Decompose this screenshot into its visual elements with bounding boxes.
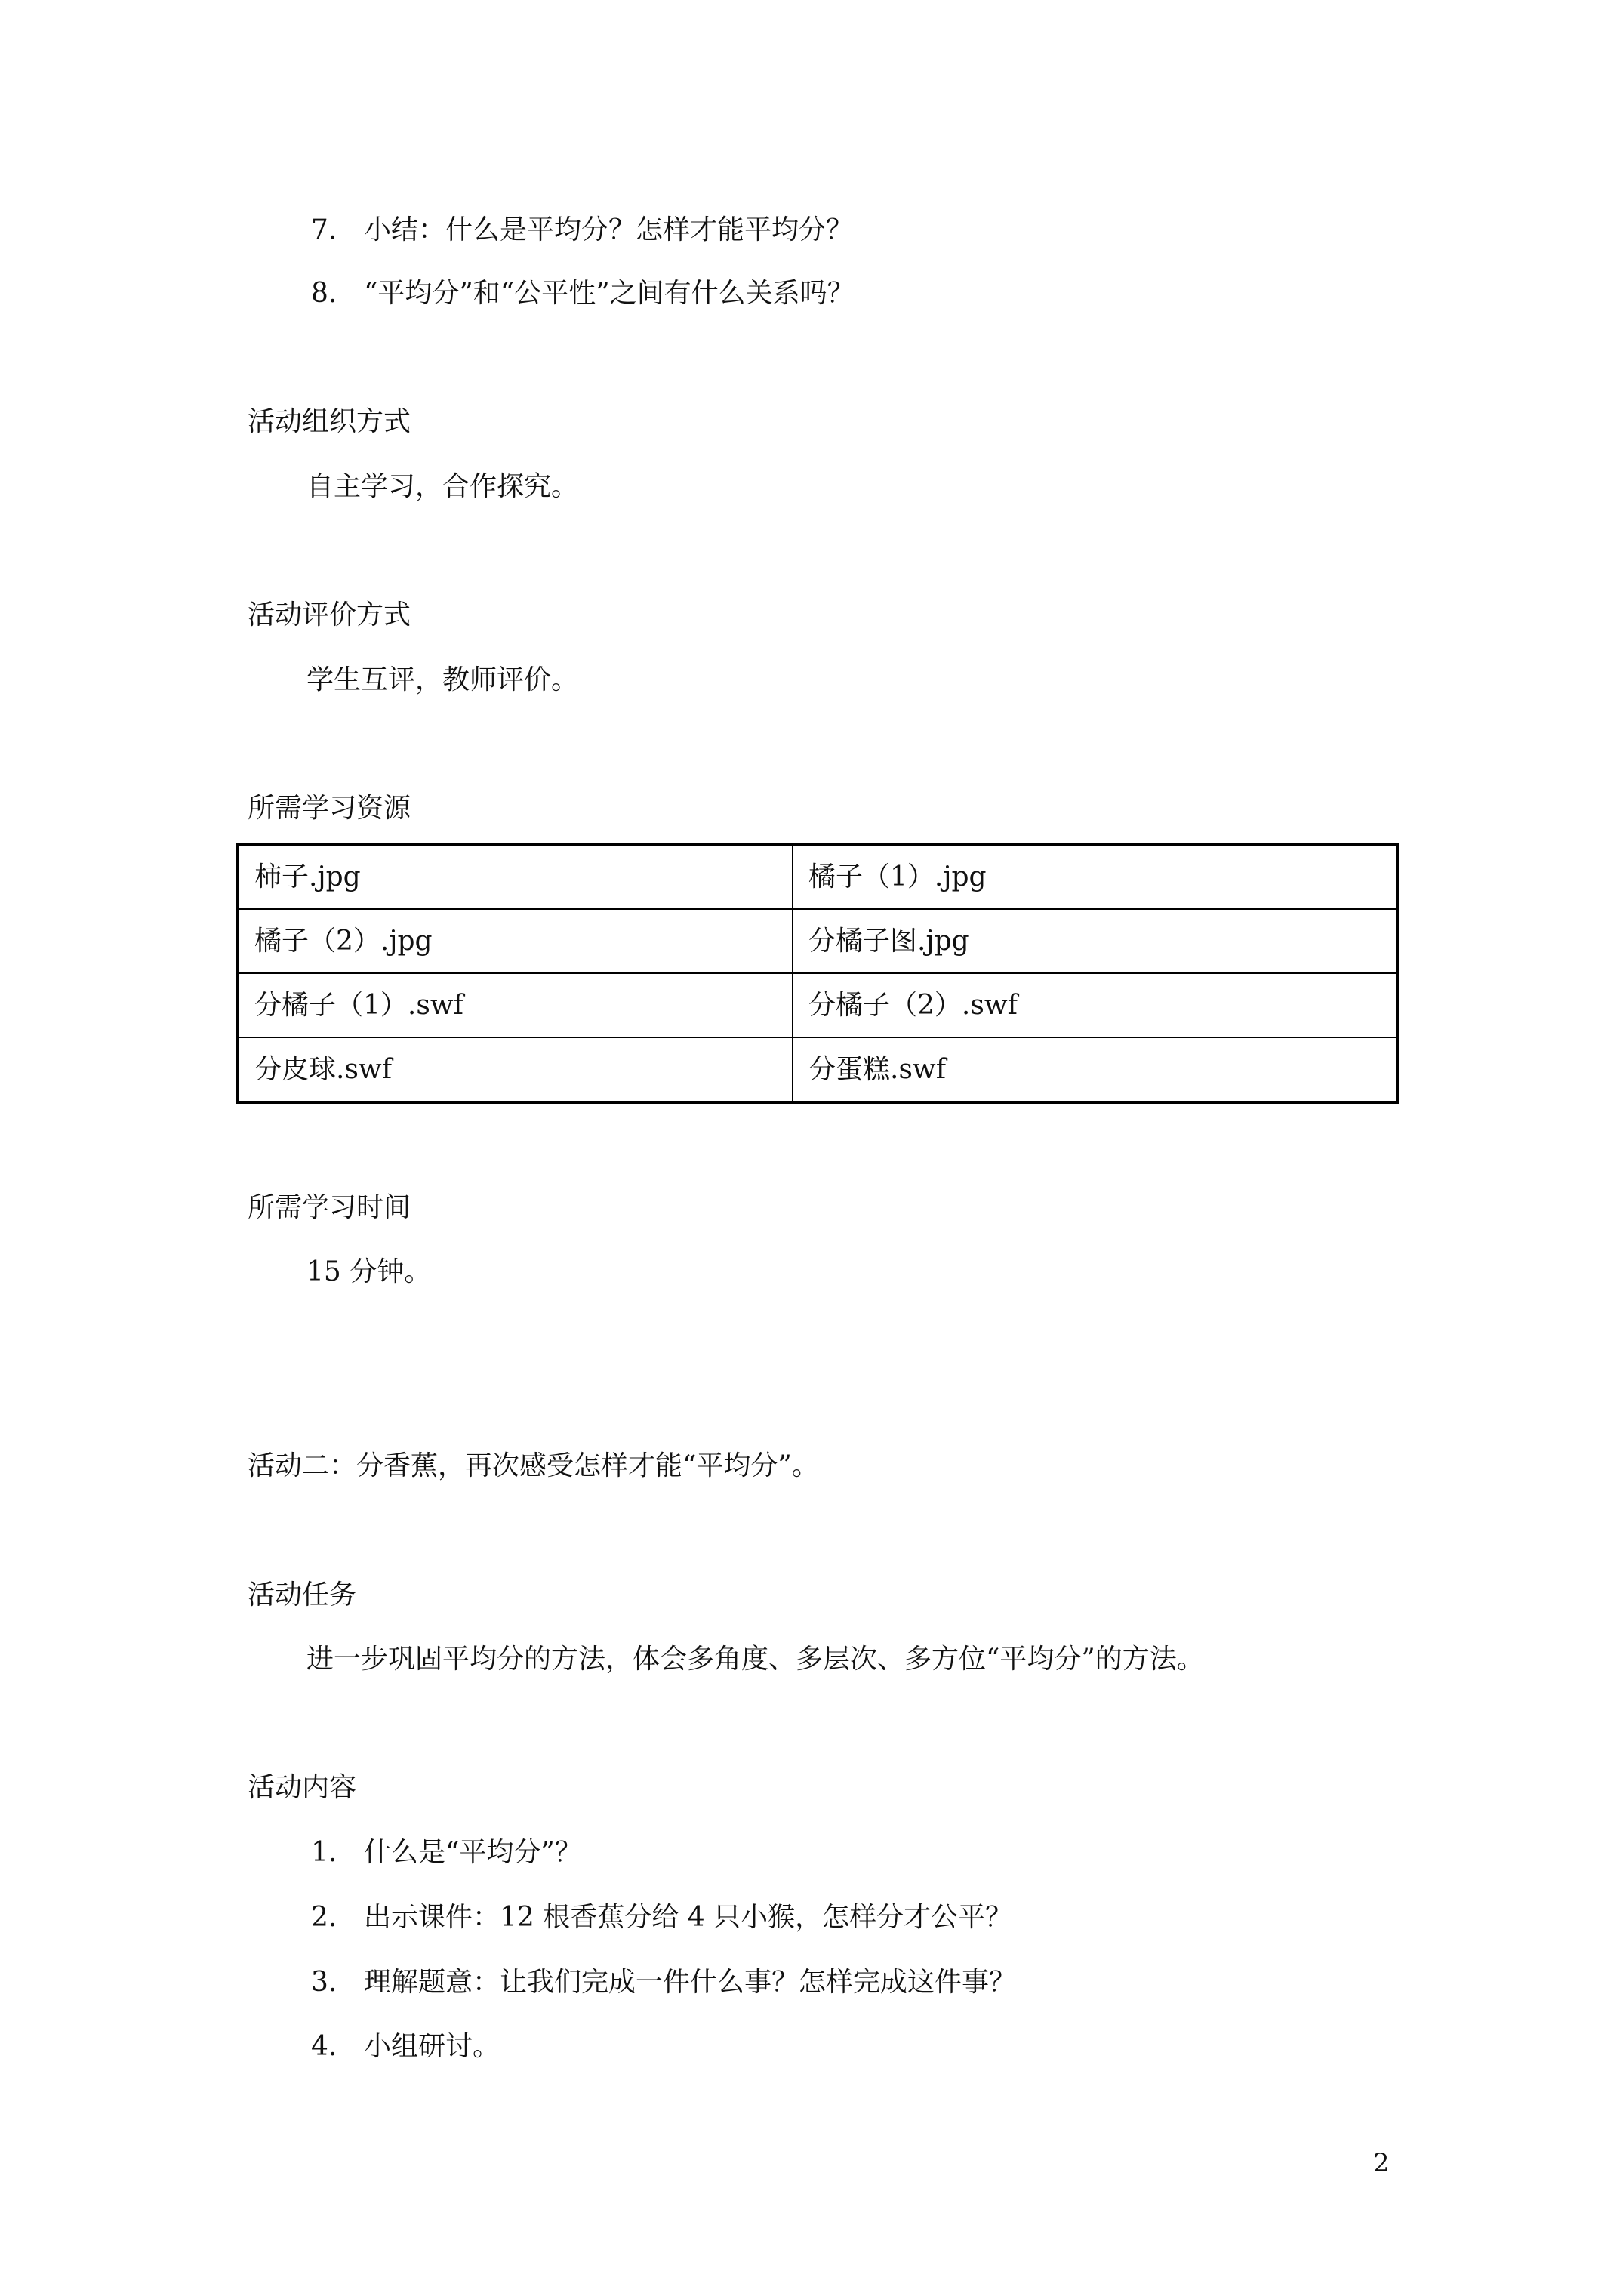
list-item-summary: 小结：什么是平均分？怎样才能平均分？ [364,214,854,245]
time-body: 15 分钟。 [306,1256,432,1287]
table-cell: 分橘子（1）.swf [238,973,793,1037]
table-row [238,1037,1397,1102]
table-cell: 柿子.jpg [238,844,793,909]
evaluation-body: 学生互评，教师评价。 [306,664,579,695]
list-item: 理解题意：让我们完成一件什么事？怎样完成这件事？ [364,1967,1017,1998]
list-item: 小组研讨。 [364,2031,500,2062]
table-cell: 橘子（1）.jpg [793,844,1397,909]
list-number-3: 3. [311,1967,337,1998]
list-item-fairness: “平均分”和“公平性”之间有什么关系吗？ [364,278,855,309]
list-item: 出示课件：12 根香蕉分给 4 只小猴，怎样分才公平？ [364,1902,1013,1933]
table-cell: 分橘子（2）.swf [793,973,1397,1037]
time-heading: 所需学习时间 [248,1192,411,1223]
content-heading: 活动内容 [248,1772,357,1803]
list-number-1: 1. [311,1837,337,1868]
list-number-4: 4. [311,2031,337,2062]
resources-heading: 所需学习资源 [248,793,411,824]
table-cell: 分蛋糕.swf [793,1037,1397,1102]
table-row [238,973,1397,1037]
list-number-2: 2. [311,1902,337,1933]
page-number: 2 [1373,2148,1390,2178]
table-cell: 橘子（2）.jpg [238,909,793,973]
list-number-7: 7. [311,214,337,245]
evaluation-heading: 活动评价方式 [248,599,411,630]
table-row [238,844,1397,909]
task-heading: 活动任务 [248,1579,357,1610]
table-cell: 分橘子图.jpg [793,909,1397,973]
resources-table [236,843,1399,1104]
activity2-title: 活动二：分香蕉，再次感受怎样才能“平均分”。 [248,1450,819,1481]
table-row [238,909,1397,973]
organization-body: 自主学习，合作探究。 [306,471,579,502]
organization-heading: 活动组织方式 [248,406,411,437]
table-cell: 分皮球.swf [238,1037,793,1102]
task-body: 进一步巩固平均分的方法，体会多角度、多层次、多方位“平均分”的方法。 [306,1644,1204,1675]
list-item: 什么是“平均分”？ [364,1837,582,1868]
list-number-8: 8. [311,278,337,309]
